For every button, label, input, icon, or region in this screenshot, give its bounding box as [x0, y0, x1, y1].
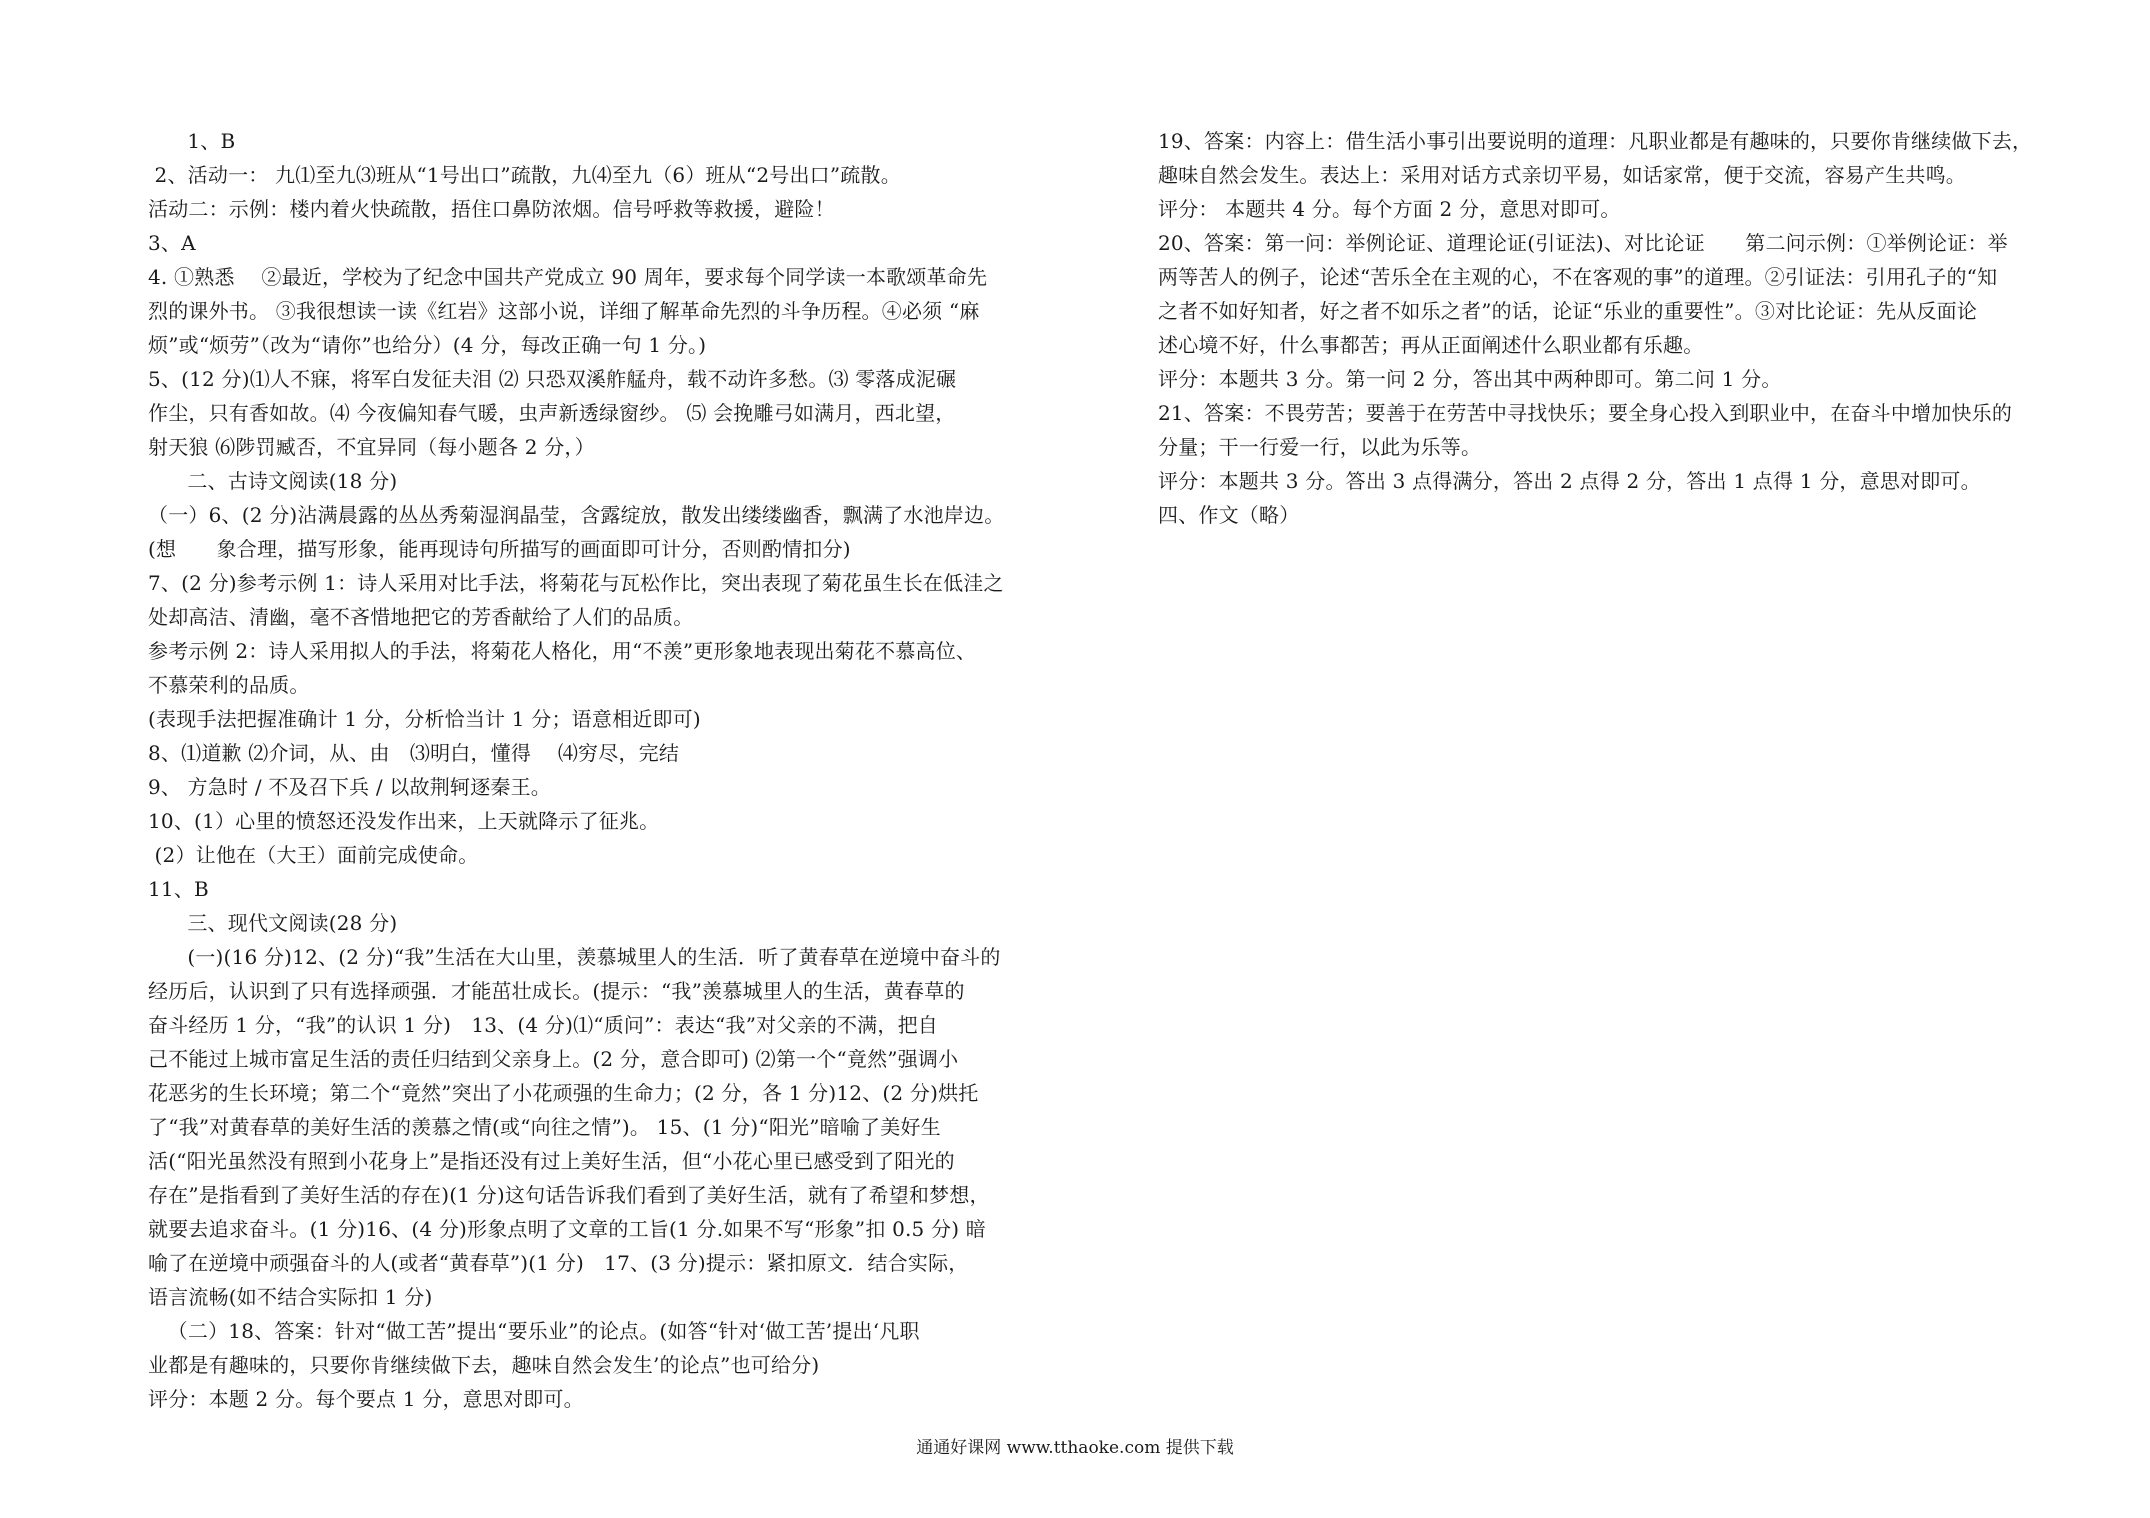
answer-line: 21、答案：不畏劳苦；要善于在劳苦中寻找快乐；要全身心投入到职业中，在奋斗中增加快乐的: [1158, 401, 2013, 425]
answer-line: 20、答案：第一问：举例论证、道理论证(引证法)、对比论证 第二问示例：①举例论证：举: [1158, 231, 2008, 255]
answer-line: （二）18、答案：针对“做工苦”提出“要乐业”的论点。(如答“针对‘做工苦’提出‘凡职: [148, 1319, 920, 1343]
answer-line: 评分： 本题共 4 分。每个方面 2 分，意思对即可。: [1158, 197, 1621, 221]
answer-line: 三、现代文阅读(28 分): [148, 911, 398, 935]
answer-line: 活动二：示例：楼内着火快疏散，捂住口鼻防浓烟。信号呼救等救援，避险！: [148, 197, 835, 221]
answer-line: (想 象合理，描写形象，能再现诗句所描写的画面即可计分，否则酌情扣分): [148, 537, 851, 561]
answer-line: 8、⑴道歉 ⑵介词，从、由 ⑶明白，懂得 ⑷穷尽，完结: [148, 741, 680, 765]
answer-line: 不慕荣利的品质。: [148, 673, 310, 697]
answer-line: 作尘，只有香如故。⑷ 今夜偏知春气暖，虫声新透绿窗纱。 ⑸ 会挽雕弓如满月，西北望，: [148, 401, 956, 425]
answer-line: 19、答案：内容上：借生活小事引出要说明的道理：凡职业都是有趣味的，只要你肯继续做下去，: [1158, 129, 2033, 153]
answer-line: 评分：本题 2 分。每个要点 1 分，意思对即可。: [148, 1387, 584, 1411]
answer-line: 烈的课外书。 ③我很想读一读《红岩》这部小说，详细了解革命先烈的斗争历程。④必须 “麻: [148, 299, 980, 323]
footer-source: 通通好课网 www.tthaoke.com 提供下载: [916, 1438, 1234, 1458]
answer-line: 评分：本题共 3 分。答出 3 点得满分，答出 2 点得 2 分，答出 1 点得 1 分，意思对即可。: [1158, 469, 1981, 493]
answer-line: 评分：本题共 3 分。第一问 2 分，答出其中两种即可。第二问 1 分。: [1158, 367, 1782, 391]
answer-line: 10、(1）心里的愤怒还没发作出来，上天就降示了征兆。: [148, 809, 660, 833]
answer-line: 就要去追求奋斗。(1 分)16、(4 分)形象点明了文章的工旨(1 分.如果不写“形象”扣 0.5 分) 暗: [148, 1217, 986, 1241]
answer-line: 了“我”对黄春草的美好生活的羡慕之情(或“向往之情”)。 15、(1 分)“阳光”暗喻了美好生: [148, 1115, 941, 1139]
answer-line: 四、作文（略）: [1158, 503, 1300, 527]
answer-line: 11、B: [148, 877, 209, 901]
answer-line: 4. ①熟悉 ②最近，学校为了纪念中国共产党成立 90 周年，要求每个同学读一本歌颂革命先: [148, 265, 988, 289]
answer-line: 3、A: [148, 231, 196, 255]
answer-line: 2、活动一： 九⑴至九⑶班从“1号出口”疏散，九⑷至九（6）班从“2号出口”疏散。: [148, 163, 901, 187]
answer-line: 奋斗经历 1 分，“我”的认识 1 分) 13、(4 分)⑴“质问”：表达“我”对父亲的不满，把自: [148, 1013, 938, 1037]
answer-line: 参考示例 2：诗人采用拟人的手法，将菊花人格化，用“不羡”更形象地表现出菊花不慕高位、: [148, 639, 977, 663]
answer-line: （一）6、(2 分)沾满晨露的丛丛秀菊湿润晶莹，含露绽放，散发出缕缕幽香，飘满了水池岸边。: [148, 503, 1005, 527]
answer-line: 存在”是指看到了美好生活的存在)(1 分)这句话告诉我们看到了美好生活，就有了希望和梦想，: [148, 1183, 990, 1207]
answer-line: 5、(12 分)⑴人不寐，将军白发征夫泪 ⑵ 只恐双溪舴艋舟，载不动许多愁。⑶ 零落成泥碾: [148, 367, 957, 391]
answer-line: (一)(16 分)12、(2 分)“我”生活在大山里，羡慕城里人的生活．听了黄春草在逆境中奋斗的: [148, 945, 1001, 969]
answer-line: 二、古诗文阅读(18 分): [148, 469, 398, 493]
answer-line: 花恶劣的生长环境；第二个“竟然”突出了小花顽强的生命力；(2 分，各 1 分)12、(2 分)烘托: [148, 1081, 979, 1105]
answer-line: 烦”或“烦劳”（改为“请你”也给分）(4 分，每改正确一句 1 分。): [148, 333, 707, 357]
answer-line: 9、 方急时 / 不及召下兵 / 以故荆轲逐秦王。: [148, 775, 551, 799]
answer-line: 喻了在逆境中顽强奋斗的人(或者“黄春草”)(1 分) 17、(3 分)提示：紧扣原文．结合实际，: [148, 1251, 969, 1275]
answer-line: 语言流畅(如不结合实际扣 1 分): [148, 1285, 433, 1309]
answer-line: 趣味自然会发生。表达上：采用对话方式亲切平易，如话家常，便于交流，容易产生共鸣。: [1158, 163, 1966, 187]
left-column: [148, 124, 1070, 1416]
answer-line: 7、(2 分)参考示例 1：诗人采用对比手法，将菊花与瓦松作比，突出表现了菊花虽生长在低洼之: [148, 571, 1004, 595]
answer-line: 经历后，认识到了只有选择顽强．才能茁壮成长。(提示：“我”羡慕城里人的生活，黄春草的: [148, 979, 965, 1003]
answer-line: 述心境不好，什么事都苦；再从正面阐述什么职业都有乐趣。: [1158, 333, 1704, 357]
answer-line: 处却高洁、清幽，毫不吝惜地把它的芳香献给了人们的品质。: [148, 605, 694, 629]
answer-line: 两等苦人的例子，论述“苦乐全在主观的心，不在客观的事”的道理。②引证法：引用孔子的“知: [1158, 265, 1998, 289]
answer-line: 之者不如好知者，好之者不如乐之者”的话，论证“乐业的重要性”。③对比论证：先从反面论: [1158, 299, 1978, 323]
answer-line: (表现手法把握准确计 1 分，分析恰当计 1 分；语意相近即可): [148, 707, 701, 731]
answer-line: (2）让他在（大王）面前完成使命。: [148, 843, 479, 867]
answer-line: 业都是有趣味的，只要你肯继续做下去，趣味自然会发生’的论点”也可给分): [148, 1353, 820, 1377]
answer-line: 己不能过上城市富足生活的责任归结到父亲身上。(2 分，意合即可) ⑵第一个“竟然”强调小: [148, 1047, 959, 1071]
answer-line: 活(“阳光虽然没有照到小花身上”是指还没有过上美好生活，但“小花心里已感受到了阳光的: [148, 1149, 955, 1173]
answer-line: 分量；干一行爱一行，以此为乐等。: [1158, 435, 1482, 459]
right-column: [1158, 124, 2088, 532]
answer-line: 射天狼 ⑹陟罚臧否，不宜异同（每小题各 2 分，）: [148, 435, 595, 459]
answer-line: 1、B: [148, 129, 236, 153]
